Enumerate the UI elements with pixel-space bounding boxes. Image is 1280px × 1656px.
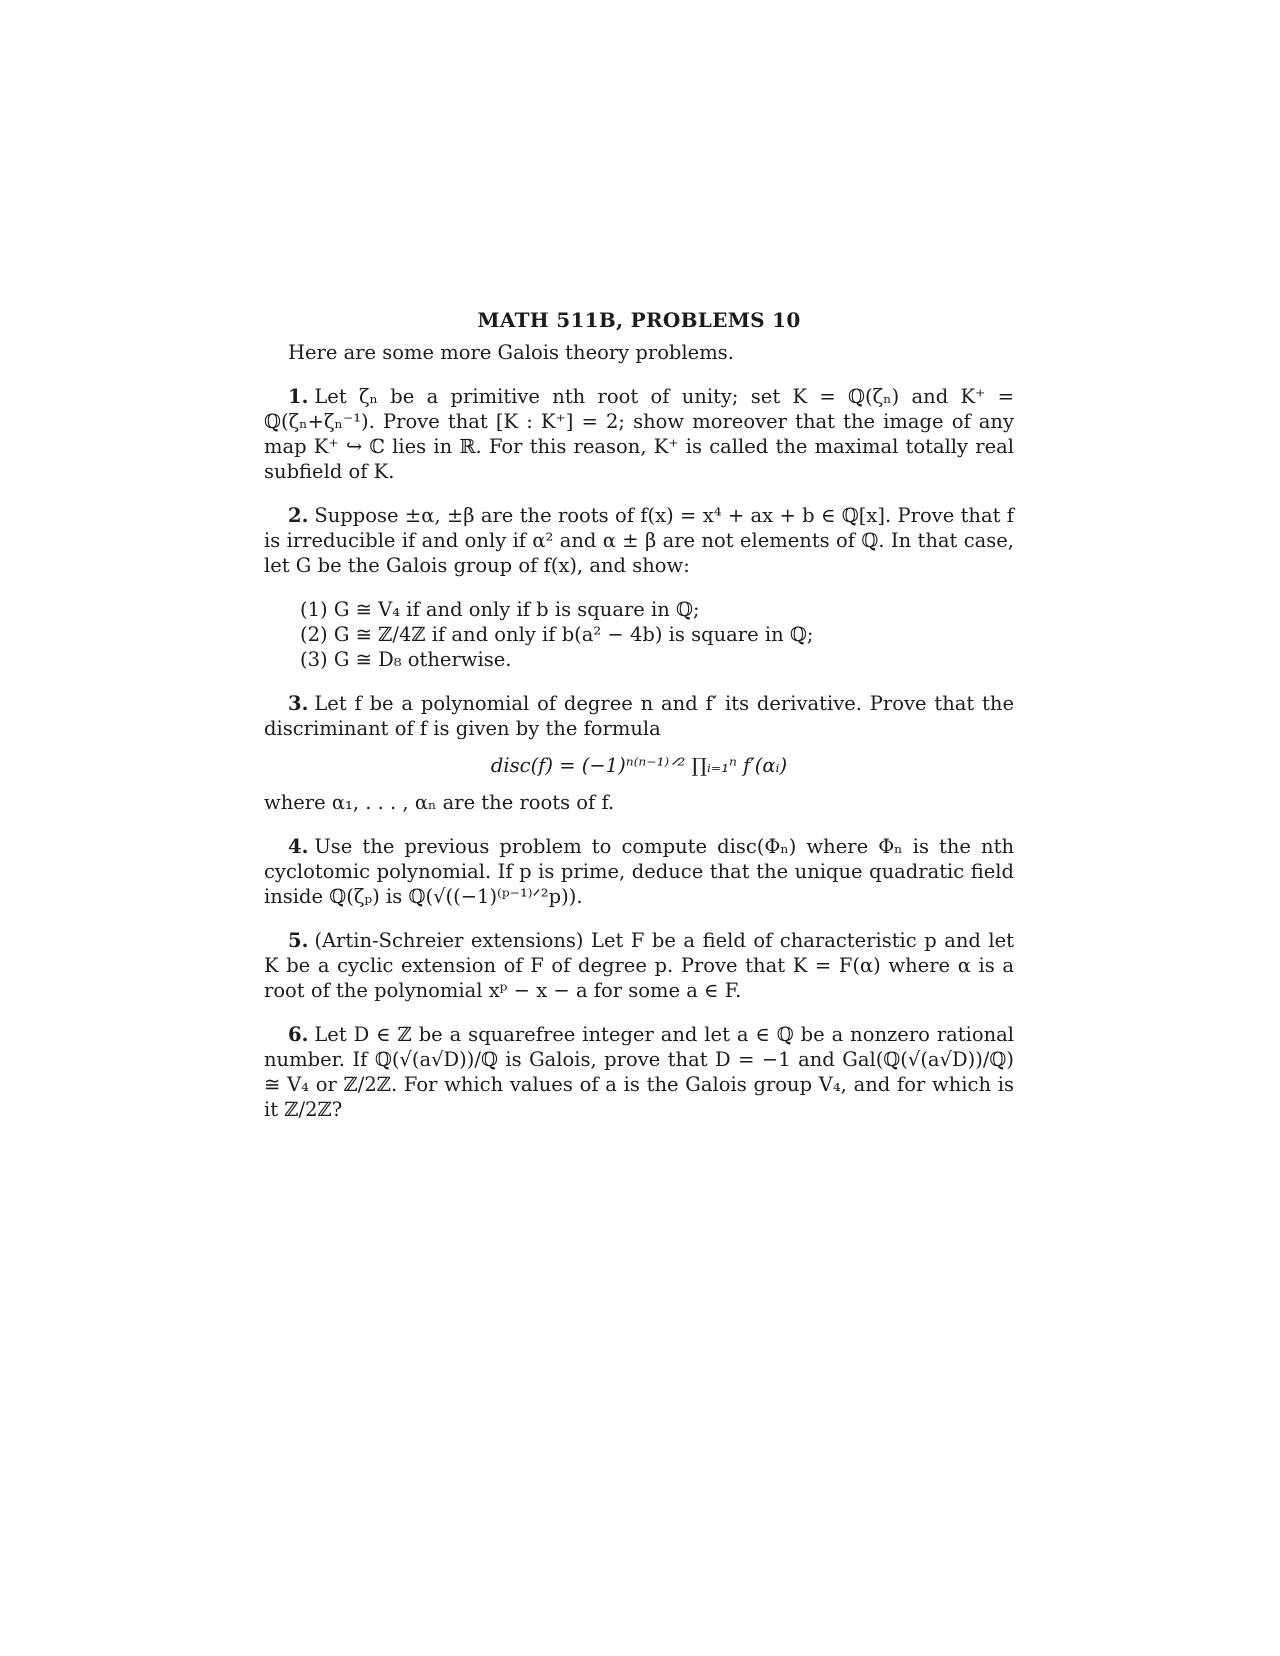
problem-4 bbox=[264, 834, 1014, 909]
problem-6 bbox=[264, 1022, 1014, 1122]
page-title: MATH 511B, PROBLEMS 10 bbox=[477, 308, 801, 332]
problem-text: Suppose ±α, ±β are the roots of f(x) = x⁴ + ax + b ∈ ℚ[x]. Prove that f is irreducible if and only if α² and α ± β are not elements of ℚ. In that case, let G be the Galois group of f(x), and show: bbox=[264, 504, 1014, 577]
problem-3 bbox=[264, 691, 1014, 741]
problem-text: (Artin-Schreier extensions) Let F be a field of characteristic p and let K be a cyclic extension of F of degree p. Prove that K = F(α) where α is a root of the polynomial xᵖ − x − a for some a ∈ F. bbox=[264, 929, 1014, 1002]
problem-number: 4. bbox=[288, 835, 309, 858]
problem-5 bbox=[264, 928, 1014, 1003]
problem-number: 2. bbox=[288, 504, 309, 527]
intro-text: Here are some more Galois theory problems. bbox=[288, 341, 734, 364]
problem-number: 3. bbox=[288, 692, 309, 715]
problem-number: 5. bbox=[288, 929, 309, 952]
problem-2-enumeration bbox=[300, 597, 1014, 672]
problem-text: Let f be a polynomial of degree n and f′ its derivative. Prove that the discriminant of f is given by the formula bbox=[264, 692, 1014, 740]
problem-text: Use the previous problem to compute disc(Φₙ) where Φₙ is the nth cyclotomic polynomial. If p is prime, deduce that the unique quadratic field inside ℚ(ζₚ) is ℚ(√((−1)⁽ᵖ⁻¹⁾ᐟ²p)). bbox=[264, 835, 1014, 908]
formula-followup: where α₁, . . . , αₙ are the roots of f. bbox=[264, 791, 615, 814]
problem-text: Let ζₙ be a primitive nth root of unity; set K = ℚ(ζₙ) and K⁺ = ℚ(ζₙ+ζₙ⁻¹). Prove that [K : K⁺] = 2; show moreover that the image of any map K⁺ ↪ ℂ lies in ℝ. For this reason, K⁺ is called the maximal totally real subfield of K. bbox=[264, 385, 1014, 483]
problem-1 bbox=[264, 384, 1014, 484]
problem-text: Let D ∈ ℤ be a squarefree integer and let a ∈ ℚ be a nonzero rational number. If ℚ(√(a√D))/ℚ is Galois, prove that D = −1 and Gal(ℚ(√(a√D))/ℚ) ≅ V₄ or ℤ/2ℤ. For which values of a is the Galois group V₄, and for which is it ℤ/2ℤ? bbox=[264, 1023, 1014, 1121]
problem-sheet bbox=[264, 308, 1014, 1141]
enum-item-2: (2) G ≅ ℤ/4ℤ if and only if b(a² − 4b) is square in ℚ; bbox=[300, 623, 814, 646]
discriminant-formula: disc(f) = (−1)ⁿ⁽ⁿ⁻¹⁾ᐟ² ∏ᵢ₌₁ⁿ f′(αᵢ) bbox=[490, 754, 788, 777]
enum-item-1: (1) G ≅ V₄ if and only if b is square in ℚ; bbox=[300, 598, 700, 621]
problem-number: 1. bbox=[288, 385, 309, 408]
problem-number: 6. bbox=[288, 1023, 309, 1046]
problem-2 bbox=[264, 503, 1014, 578]
enum-item-3: (3) G ≅ D₈ otherwise. bbox=[300, 648, 512, 671]
